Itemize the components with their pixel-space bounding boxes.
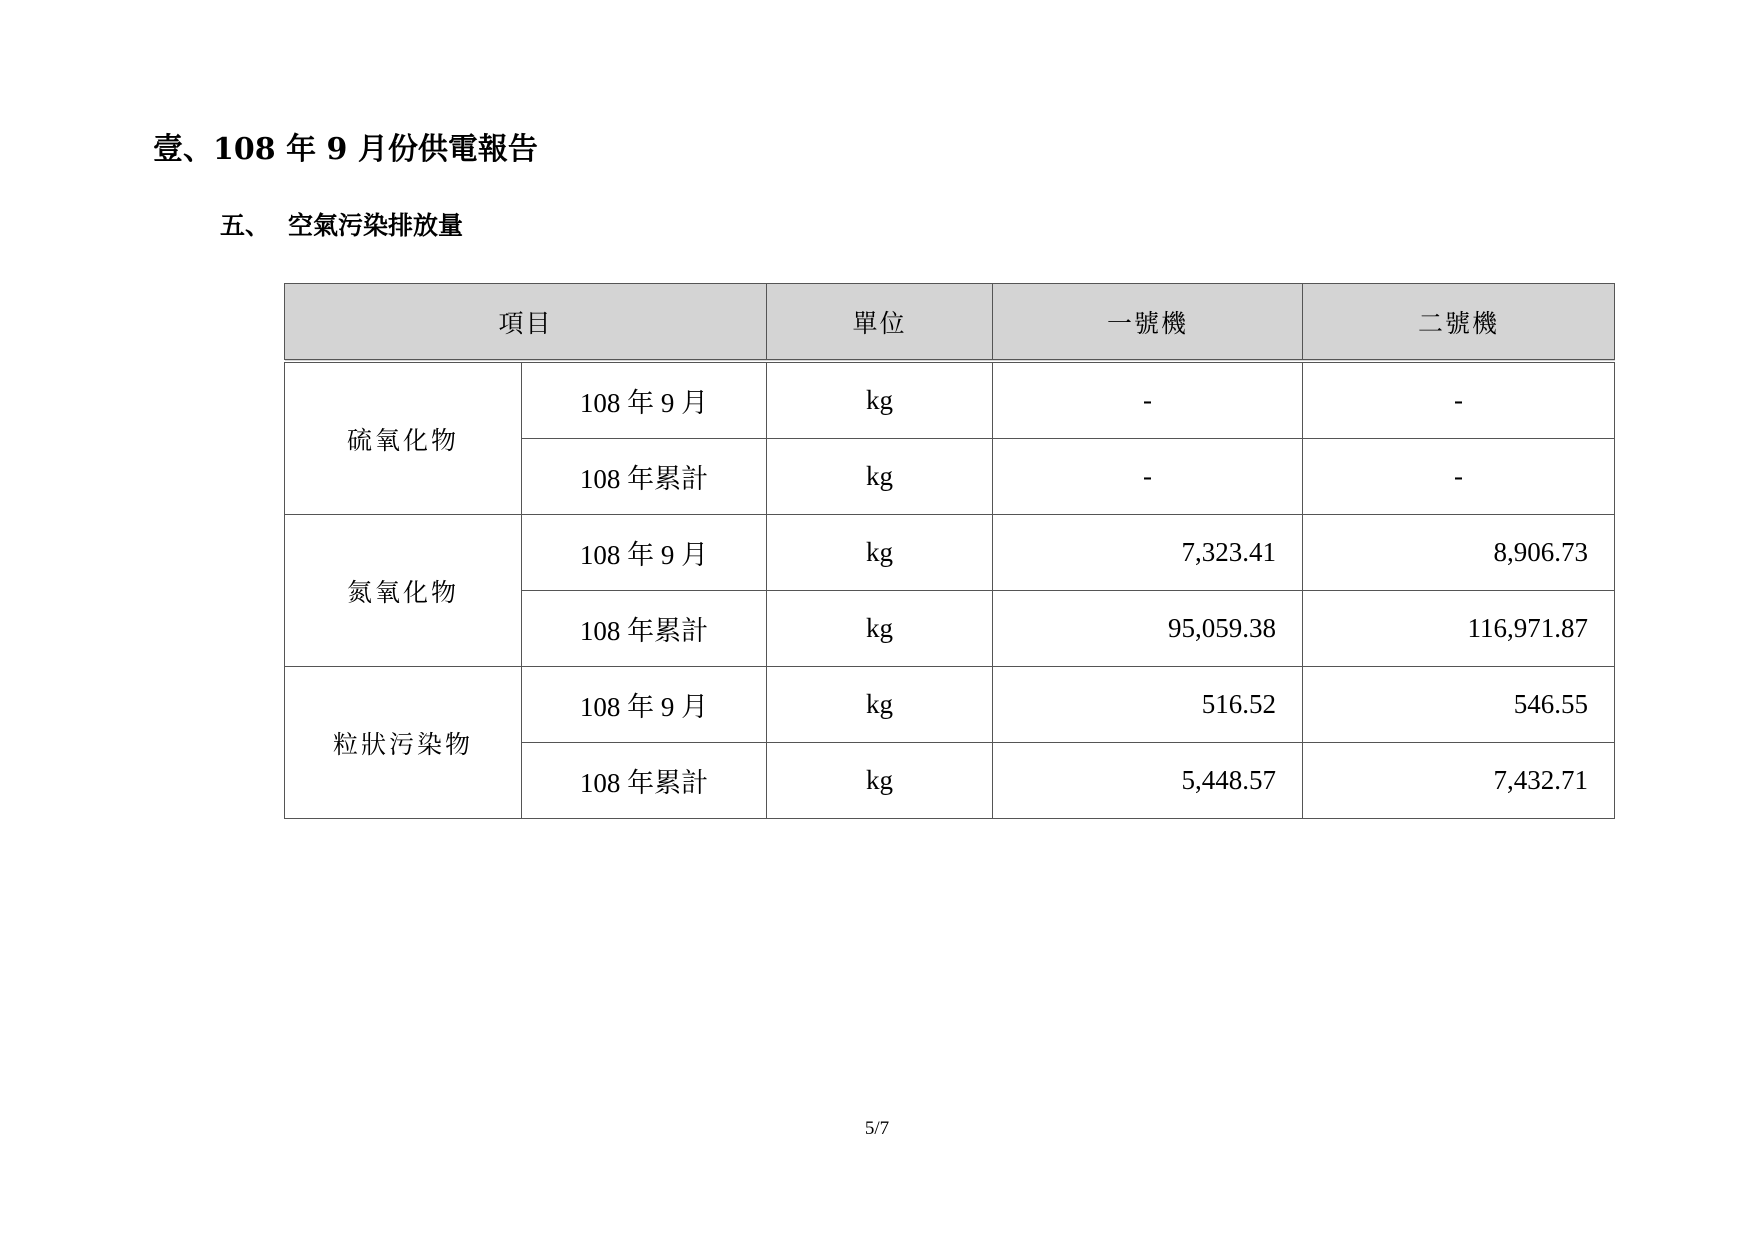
unit1-value: 95,059.38 (993, 591, 1303, 667)
header-unit: 單位 (767, 284, 993, 362)
pollutant-name: 粒狀污染物 (285, 667, 522, 819)
page-title: 壹、108 年 9 月份供電報告 (153, 132, 538, 167)
unit2-value: - (1303, 439, 1615, 515)
unit-cell: kg (767, 591, 993, 667)
period-cell: 108 年 9 月 (522, 515, 767, 591)
unit2-value: 8,906.73 (1303, 515, 1615, 591)
section-title: 空氣污染排放量 (288, 211, 464, 240)
section-heading (220, 206, 463, 246)
page-number: 5/7 (864, 1118, 890, 1139)
unit2-value: - (1303, 361, 1615, 439)
table-header-row (285, 284, 1615, 362)
unit-cell: kg (767, 439, 993, 515)
pollutant-name: 氮氧化物 (285, 515, 522, 667)
unit-cell: kg (767, 667, 993, 743)
unit2-value: 7,432.71 (1303, 743, 1615, 819)
unit1-value: - (993, 439, 1303, 515)
table-row (285, 515, 1615, 591)
header-item: 項目 (285, 284, 767, 362)
period-cell: 108 年累計 (522, 743, 767, 819)
pollutant-name: 硫氧化物 (285, 361, 522, 515)
emissions-table (284, 283, 1615, 819)
period-cell: 108 年累計 (522, 439, 767, 515)
unit1-value: 7,323.41 (993, 515, 1303, 591)
period-cell: 108 年 9 月 (522, 361, 767, 439)
period-cell: 108 年累計 (522, 591, 767, 667)
unit2-value: 546.55 (1303, 667, 1615, 743)
header-unit1: 一號機 (993, 284, 1303, 362)
table-row (285, 361, 1615, 439)
period-cell: 108 年 9 月 (522, 667, 767, 743)
unit-cell: kg (767, 361, 993, 439)
unit1-value: 516.52 (993, 667, 1303, 743)
unit-cell: kg (767, 515, 993, 591)
unit-cell: kg (767, 743, 993, 819)
unit1-value: 5,448.57 (993, 743, 1303, 819)
unit1-value: - (993, 361, 1303, 439)
unit2-value: 116,971.87 (1303, 591, 1615, 667)
table-row (285, 667, 1615, 743)
header-unit2: 二號機 (1303, 284, 1615, 362)
section-number: 五、 (220, 211, 271, 240)
